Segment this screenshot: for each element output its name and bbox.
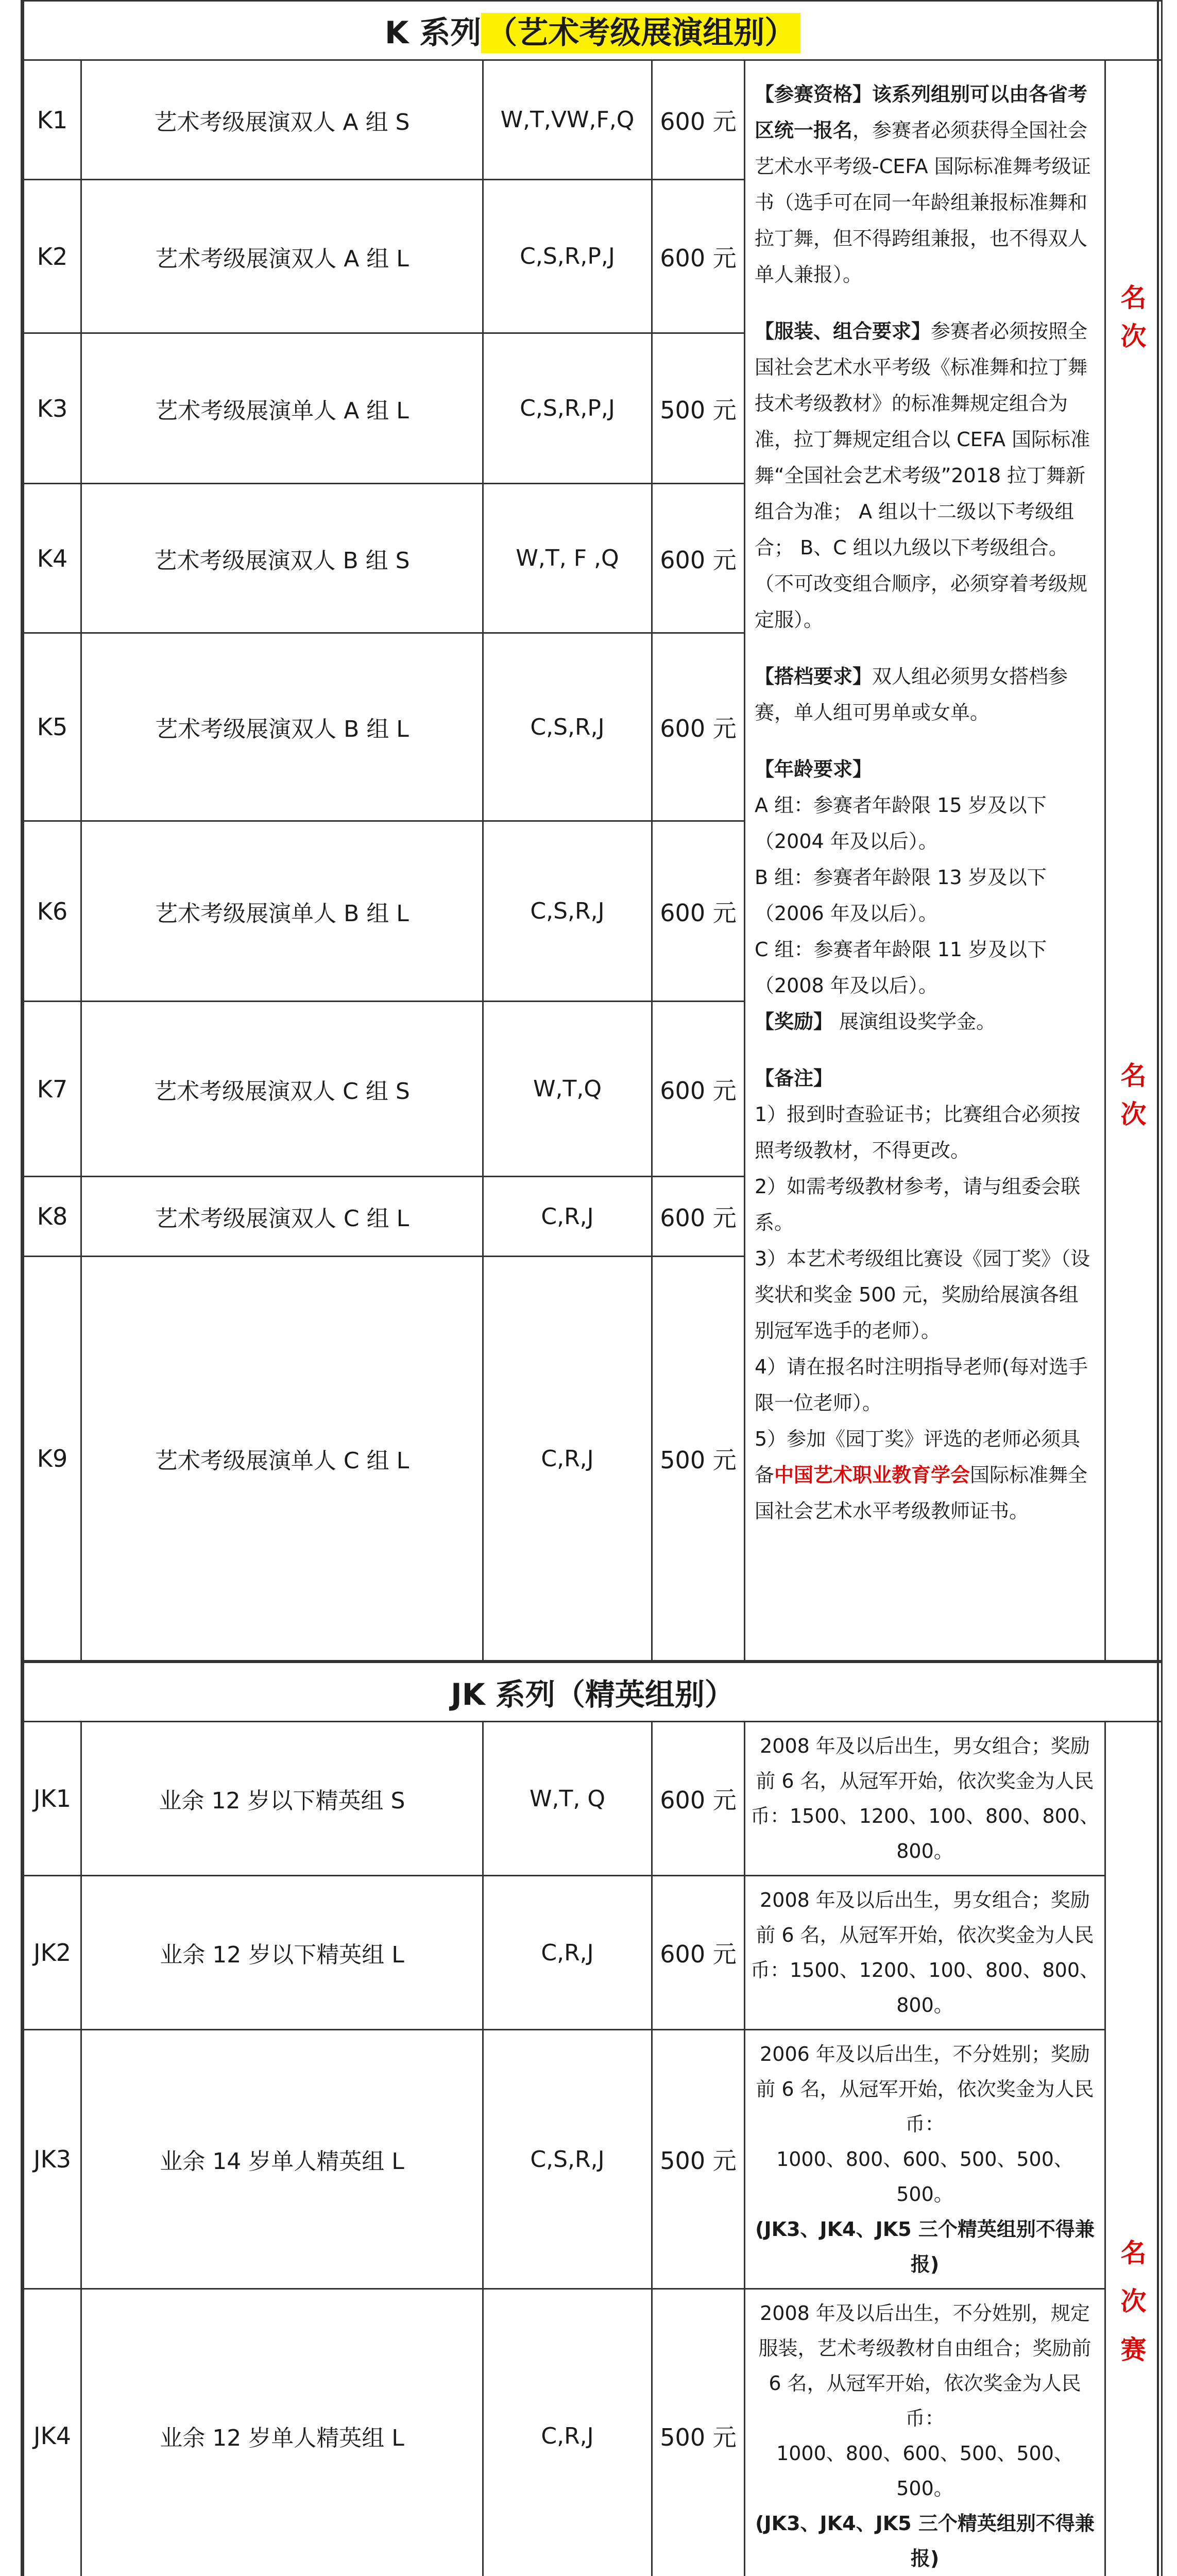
remark-line: 2）如需考级教材参考，请与组委会联系。 [755,1175,1081,1234]
partner-label: 【搭档要求】 [755,665,873,688]
row-code: K8 [24,1177,81,1257]
row-code: K1 [24,60,81,180]
prize-text: 2008 年及以后出生，不分姓别，规定服装，艺术考级教材自由组合；奖励前 6 名，从冠军开始，依次奖金为人民币： [758,2302,1091,2430]
jk-series-table [23,1662,1163,2576]
row-name: 艺术考级展演双人 B 组 L [81,633,483,821]
prize-cell [745,2289,1105,2576]
prize-text: 2008 年及以后出生，男女组合；奖励前 6 名，从冠军开始，依次奖金为人民币：1500、1200、100、800、800、800。 [750,1889,1100,2016]
row-dances: C,S,R,P,J [483,180,652,333]
row-code: JK2 [24,1876,81,2030]
prize-amounts: 1000、800、600、500、500、500。 [776,2442,1073,2500]
prize-cell [745,2030,1105,2289]
row-name: 艺术考级展演双人 C 组 S [81,1002,483,1177]
row-name: 业余 12 岁以下精英组 L [81,1876,483,2030]
row-fee: 600 元 [652,1876,745,2030]
row-dances: C,R,J [483,1257,652,1661]
row-dances: C,S,R,J [483,633,652,821]
row-dances: C,S,R,J [483,821,652,1002]
row-code: K3 [24,333,81,484]
remark-line: 3）本艺术考级组比赛设《园丁奖》（设奖状和奖金 500 元，奖励给展演各组别冠军选手的老师）。 [755,1247,1090,1342]
k-series-table [23,0,1163,1662]
table-row [24,1876,1162,2030]
age-line: B 组：参赛者年龄限 13 岁及以下（2006 年及以后）。 [755,866,1047,925]
remark-5-post: 国际标准舞全国社会艺术水平考级教师证书。 [755,1464,1088,1522]
row-dances: W,T,VW,F,Q [483,60,652,180]
row-name: 业余 14 岁单人精英组 L [81,2030,483,2289]
row-code: K7 [24,1002,81,1177]
row-fee: 600 元 [652,1177,745,1257]
row-name: 艺术考级展演双人 B 组 S [81,484,483,633]
row-code: K4 [24,484,81,633]
row-dances: W,T,Q [483,1002,652,1177]
prize-cell [745,1876,1105,2030]
table-row [24,2289,1162,2576]
rank-char: 次 [1120,1099,1147,1129]
row-name: 艺术考级展演双人 A 组 L [81,180,483,333]
k-series-rank-column [1105,60,1162,1661]
qualification-label: 【参赛资格】该系列组别可以由各省考区统一报名 [755,83,1088,142]
remark-line: 1）报到时查验证书；比赛组合必须按照考级教材，不得更改。 [755,1103,1081,1162]
row-name: 艺术考级展演双人 A 组 S [81,60,483,180]
row-name: 艺术考级展演单人 C 组 L [81,1257,483,1661]
rank-char: 名 [1120,1061,1147,1091]
row-name: 艺术考级展演双人 C 组 L [81,1177,483,1257]
remark-label: 【备注】 [755,1067,833,1090]
remark-5-highlight: 中国艺术职业教育学会 [774,1464,970,1486]
row-code: JK1 [24,1722,81,1876]
table-row [24,1722,1162,1876]
remark-line: 4）请在报名时注明指导老师(每对选手限一位老师）。 [755,1355,1088,1414]
partner-text: 双人组必须男女搭档参赛，单人组可男单或女单。 [755,665,1068,724]
row-name: 艺术考级展演单人 A 组 L [81,333,483,484]
rank-char: 次 [1120,2286,1147,2316]
prize-text: 2008 年及以后出生，男女组合；奖励前 6 名，从冠军开始，依次奖金为人民币：1500、1200、100、800、800、800。 [750,1735,1100,1862]
k-series-notes [745,60,1105,1661]
row-fee: 600 元 [652,1002,745,1177]
qualification-text: ，参赛者必须获得全国社会艺术水平考级-CEFA 国际标准舞考级证书（选手可在同一年龄组兼报标准舞和拉丁舞，但不得跨组兼报，也不得双人单人兼报）。 [755,119,1091,286]
remark-5-pre: 5）参加《园丁奖》评选的老师必须具备 [755,1428,1081,1486]
row-dances: C,S,R,J [483,2030,652,2289]
award-text: 展演组设奖学金。 [839,1010,996,1033]
row-name: 业余 12 岁单人精英组 L [81,2289,483,2576]
age-label: 【年龄要求】 [755,758,873,781]
prize-restriction: (JK3、JK4、JK5 三个精英组别不得兼报) [755,2512,1095,2570]
row-code: K6 [24,821,81,1002]
dress-label: 【服装、组合要求】 [755,320,931,343]
row-code: JK3 [24,2030,81,2289]
document [21,0,1159,2576]
jk-series-title: JK 系列（精英组别） [24,1663,1162,1722]
row-fee: 600 元 [652,484,745,633]
row-name: 业余 12 岁以下精英组 S [81,1722,483,1876]
dress-text: 参赛者必须按照全国社会艺术水平考级《标准舞和拉丁舞技术考级教材》的标准舞规定组合为准，拉丁舞规定组合以 CEFA 国际标准舞“全国社会艺术考级”2018 拉丁舞新组合为准； A 组以十二级以下考级组合； B、C 组以九级以下考级组合。 （不可改变组合顺序，必须穿着考级规定服）。 [755,320,1090,631]
row-dances: C,S,R,P,J [483,333,652,484]
award-label: 【奖励】 [755,1010,833,1033]
prize-amounts: 1000、800、600、500、500、500。 [776,2148,1073,2206]
row-fee: 500 元 [652,333,745,484]
row-code: K9 [24,1257,81,1661]
row-dances: C,R,J [483,1876,652,2030]
row-fee: 600 元 [652,1722,745,1876]
row-fee: 500 元 [652,1257,745,1661]
row-fee: 600 元 [652,180,745,333]
row-fee: 600 元 [652,821,745,1002]
rank-char: 名 [1120,283,1147,313]
jk-series-rank-column [1105,1722,1162,2576]
row-dances: C,R,J [483,1177,652,1257]
row-dances: C,R,J [483,2289,652,2576]
row-code: K2 [24,180,81,333]
row-code: JK4 [24,2289,81,2576]
k-series-title-highlight: （艺术考级展演组别） [481,13,800,53]
rank-char: 名 [1120,2238,1147,2268]
row-code: K5 [24,633,81,821]
rank-char: 次 [1120,321,1147,351]
k-series-title [24,1,1162,60]
row-fee: 500 元 [652,2289,745,2576]
prize-restriction: (JK3、JK4、JK5 三个精英组别不得兼报) [755,2218,1095,2276]
k-series-title-prefix: K 系列 [384,15,482,51]
row-fee: 600 元 [652,60,745,180]
age-line: A 组：参赛者年龄限 15 岁及以下（2004 年及以后）。 [755,794,1047,853]
row-name: 艺术考级展演单人 B 组 L [81,821,483,1002]
table-row [24,60,1162,180]
rank-char: 赛 [1120,2335,1147,2365]
row-dances: W,T, F ,Q [483,484,652,633]
row-fee: 500 元 [652,2030,745,2289]
prize-text: 2006 年及以后出生，不分姓别；奖励前 6 名，从冠军开始，依次奖金为人民币： [756,2043,1094,2136]
age-line: C 组：参赛者年龄限 11 岁及以下（2008 年及以后）。 [755,938,1047,997]
row-dances: W,T, Q [483,1722,652,1876]
table-row [24,2030,1162,2289]
prize-cell [745,1722,1105,1876]
row-fee: 600 元 [652,633,745,821]
